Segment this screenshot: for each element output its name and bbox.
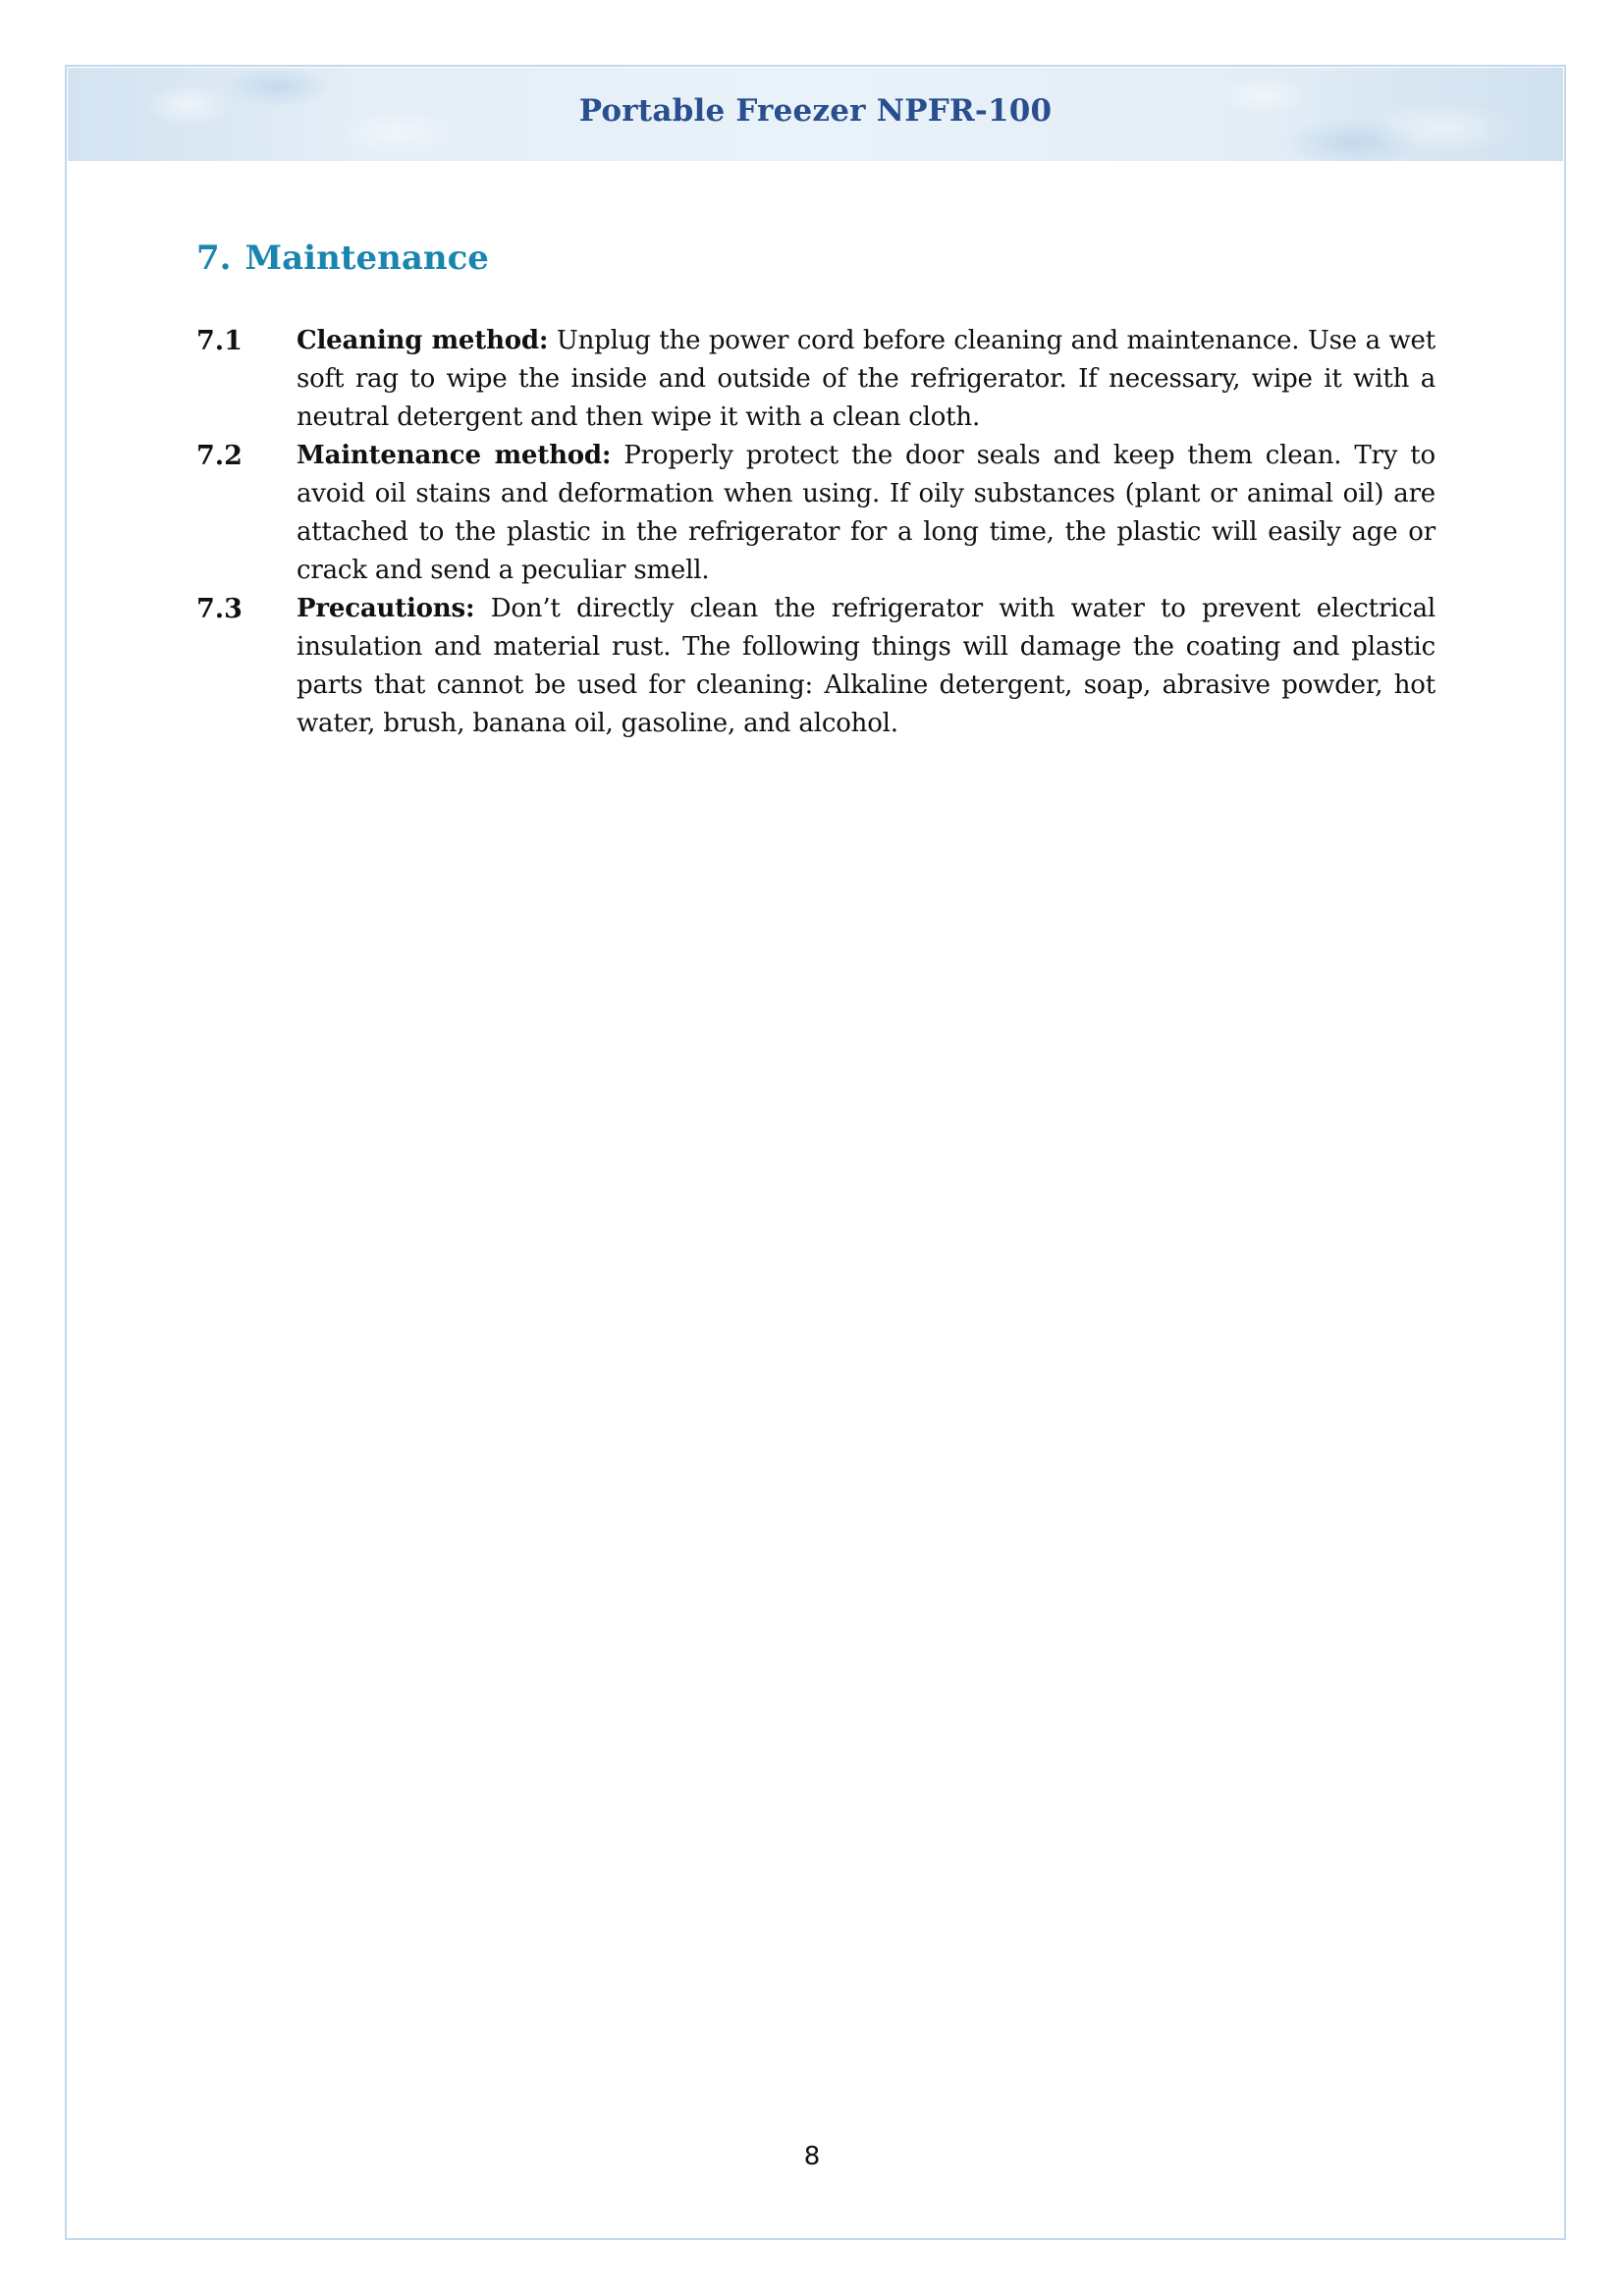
item-number: 7.2 [196, 441, 243, 471]
list-item [196, 437, 1435, 590]
item-number: 7.3 [196, 594, 243, 624]
section-heading [196, 239, 489, 278]
item-term: Precautions: [297, 594, 475, 623]
section-number: 7. [196, 239, 232, 278]
item-body [297, 590, 1435, 743]
item-term: Cleaning method: [297, 326, 549, 355]
item-body [297, 322, 1435, 437]
item-number: 7.1 [196, 326, 243, 356]
item-body [297, 437, 1435, 590]
item-text: Properly protect the door seals and keep them clean. Try to avoid oil stains and deformation when using. If oily substances (plant or animal oil) are attached to the plastic in the refrigerator for a long time, the plastic will easily age or crack and send a peculiar smell. [297, 441, 1435, 585]
item-term: Maintenance method: [297, 441, 612, 470]
list-item [196, 322, 1435, 437]
page-header [68, 68, 1563, 161]
list-item [196, 590, 1435, 743]
maintenance-list [196, 322, 1435, 743]
page-number: 8 [803, 2142, 821, 2171]
item-text: Unplug the power cord before cleaning and maintenance. Use a wet soft rag to wipe the inside and outside of the refrigerator. If necessary, wipe it with a neutral detergent and then wipe it with a clean cloth. [297, 326, 1435, 432]
header-title: Portable Freezer NPFR-100 [578, 93, 1053, 129]
section-title: Maintenance [244, 239, 489, 278]
item-text: Don’t directly clean the refrigerator with water to prevent electrical insulation and material rust. The following things will damage the coating and plastic parts that cannot be used for cleaning: Alkaline detergent, soap, abrasive powder, hot water, brush, banana oil, gasoline, and alcohol. [297, 594, 1435, 738]
